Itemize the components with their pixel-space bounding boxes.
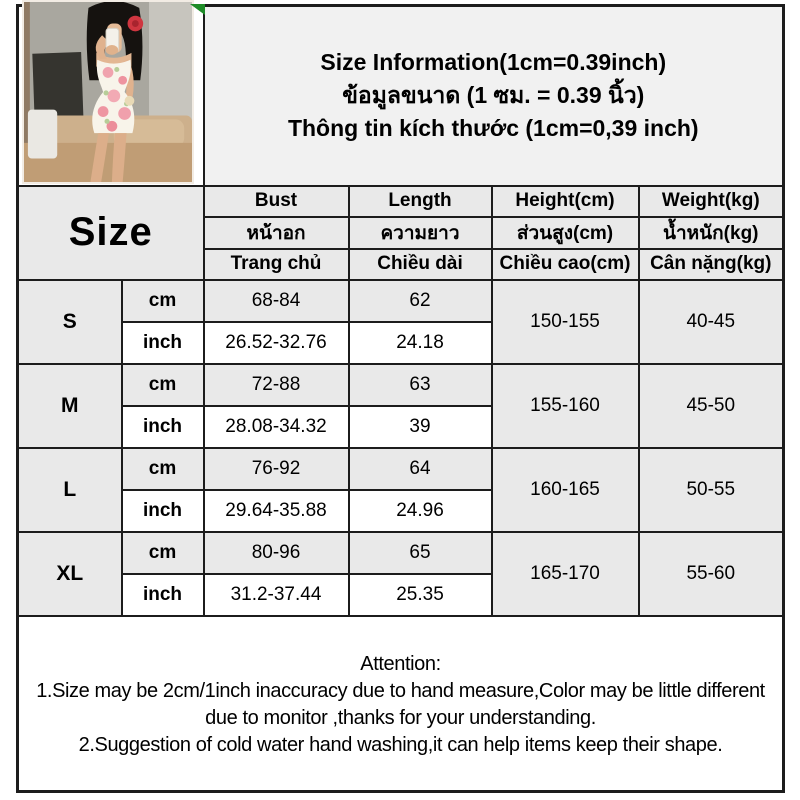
model-photo	[22, 0, 194, 184]
cell-l-length-inch: 24.96	[349, 490, 492, 532]
header-bust-en: Bust	[204, 186, 349, 217]
cell-xl-bust-cm: 80-96	[204, 532, 349, 574]
unit-inch-l: inch	[122, 490, 204, 532]
unit-inch-xl: inch	[122, 574, 204, 616]
row-xl-cm	[18, 532, 784, 574]
row-l-cm	[18, 448, 784, 490]
banner-line-th: ข้อมูลขนาด (1 ซม. = 0.39 นิ้ว)	[342, 82, 645, 109]
cell-l-weight: 50-55	[639, 448, 784, 532]
attention-line-1: 1.Size may be 2cm/1inch inaccuracy due to hand measure,Color may be little different due to monitor ,thanks for your understanding.	[36, 679, 765, 729]
header-row-en	[18, 186, 784, 217]
attention-title: Attention:	[360, 652, 441, 675]
banner-line-en: Size Information(1cm=0.39inch)	[320, 49, 667, 76]
unit-cm-xl: cm	[122, 532, 204, 574]
size-cell-xl: XL	[18, 532, 122, 616]
header-length-th: ความยาว	[349, 217, 492, 249]
cell-s-weight: 40-45	[639, 280, 784, 364]
cell-s-bust-inch: 26.52-32.76	[204, 322, 349, 364]
row-m-cm	[18, 364, 784, 406]
cell-s-length-cm: 62	[349, 280, 492, 322]
header-height-vi: Chiều cao(cm)	[492, 249, 639, 280]
unit-cm-s: cm	[122, 280, 204, 322]
green-corner-marker	[190, 4, 205, 15]
cell-m-length-cm: 63	[349, 364, 492, 406]
size-cell-m: M	[18, 364, 122, 448]
header-height-en: Height(cm)	[492, 186, 639, 217]
cell-xl-bust-inch: 31.2-37.44	[204, 574, 349, 616]
cell-l-height: 160-165	[492, 448, 639, 532]
banner-cell	[204, 6, 784, 186]
cell-m-length-inch: 39	[349, 406, 492, 448]
header-bust-vi: Trang chủ	[204, 249, 349, 280]
header-length-vi: Chiều dài	[349, 249, 492, 280]
header-length-en: Length	[349, 186, 492, 217]
unit-inch-s: inch	[122, 322, 204, 364]
header-height-th: ส่วนสูง(cm)	[492, 217, 639, 249]
attention-line-2: 2.Suggestion of cold water hand washing,it can help items keep their shape.	[78, 733, 723, 756]
cell-l-bust-cm: 76-92	[204, 448, 349, 490]
model-photo-illustration	[24, 2, 192, 182]
unit-cm-l: cm	[122, 448, 204, 490]
row-s-cm	[18, 280, 784, 322]
cell-l-bust-inch: 29.64-35.88	[204, 490, 349, 532]
cell-s-length-inch: 24.18	[349, 322, 492, 364]
cell-m-height: 155-160	[492, 364, 639, 448]
size-cell-s: S	[18, 280, 122, 364]
header-bust-th: หน้าอก	[204, 217, 349, 249]
attention-cell	[18, 616, 784, 792]
header-weight-en: Weight(kg)	[639, 186, 784, 217]
cell-s-height: 150-155	[492, 280, 639, 364]
attention-row	[18, 616, 784, 792]
header-weight-vi: Cân nặng(kg)	[639, 249, 784, 280]
cell-m-bust-cm: 72-88	[204, 364, 349, 406]
cell-xl-weight: 55-60	[639, 532, 784, 616]
cell-m-bust-inch: 28.08-34.32	[204, 406, 349, 448]
size-cell-l: L	[18, 448, 122, 532]
cell-l-length-cm: 64	[349, 448, 492, 490]
cell-s-bust-cm: 68-84	[204, 280, 349, 322]
cell-xl-height: 165-170	[492, 532, 639, 616]
cell-m-weight: 45-50	[639, 364, 784, 448]
cell-xl-length-cm: 65	[349, 532, 492, 574]
header-weight-th: น้ำหนัก(kg)	[639, 217, 784, 249]
size-header-cell: Size	[18, 186, 204, 280]
unit-cm-m: cm	[122, 364, 204, 406]
unit-inch-m: inch	[122, 406, 204, 448]
cell-xl-length-inch: 25.35	[349, 574, 492, 616]
banner-line-vi: Thông tin kích thước (1cm=0,39 inch)	[287, 115, 699, 142]
